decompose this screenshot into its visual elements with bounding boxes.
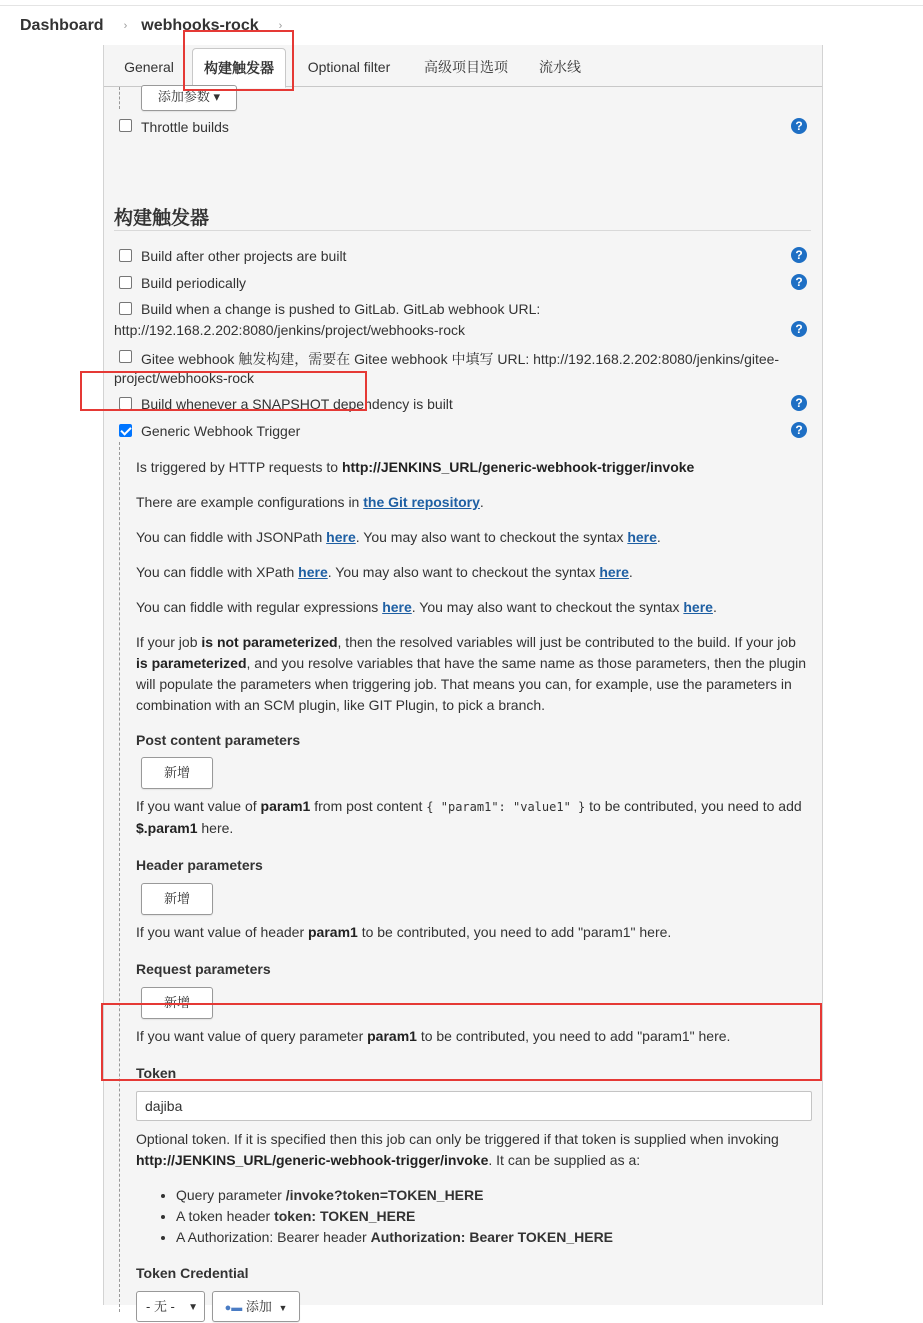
key-icon: ●▬ <box>224 1302 243 1314</box>
trigger-generic-webhook-checkbox[interactable] <box>119 424 132 437</box>
generic-desc-xpath: You can fiddle with XPath here. You may also want to checkout the syntax here. <box>136 564 633 580</box>
generic-desc-invoke: Is triggered by HTTP requests to http://JENKINS_URL/generic-webhook-trigger/invoke <box>136 459 695 475</box>
header-params-desc: If you want value of header param1 to be contributed, you need to add "param1" here. <box>136 924 672 940</box>
header-params-label: Header parameters <box>136 857 263 873</box>
trigger-label: Build when a change is pushed to GitLab. GitLab webhook URL: <box>141 301 541 317</box>
section-divider <box>114 230 811 231</box>
help-icon[interactable]: ? <box>791 321 807 337</box>
jsonpath-syntax-link[interactable]: here <box>627 529 657 545</box>
regex-syntax-link[interactable]: here <box>683 599 713 615</box>
token-options-list <box>136 1185 613 1248</box>
tab-optional-filter[interactable]: Optional filter <box>307 59 391 75</box>
list-item: • A Authorization: Bearer header Authorization: Bearer TOKEN_HERE <box>176 1227 613 1248</box>
trigger-label-url: http://192.168.2.202:8080/jenkins/project/webhooks-rock <box>114 322 466 338</box>
token-credential-label: Token Credential <box>136 1265 249 1281</box>
token-credential-select[interactable] <box>136 1291 205 1322</box>
trigger-label: Gitee webhook 触发构建，需要在 Gitee webhook 中填写 URL: http://192.168.2.202:8080/jenkins/gitee- <box>141 351 780 367</box>
list-item: • Query parameter /invoke?token=TOKEN_HERE <box>176 1185 613 1206</box>
config-panel <box>103 45 823 1314</box>
token-input[interactable] <box>136 1091 812 1121</box>
generic-desc-jsonpath: You can fiddle with JSONPath here. You may also want to checkout the syntax here. <box>136 529 661 545</box>
post-content-label: Post content parameters <box>136 732 301 748</box>
trigger-label: Build periodically <box>141 275 247 291</box>
request-params-label: Request parameters <box>136 961 271 977</box>
chevron-down-icon: ▼ <box>278 1303 288 1313</box>
tab-general[interactable]: General <box>124 59 174 75</box>
git-repository-link[interactable]: the Git repository <box>363 494 480 510</box>
throttle-builds-label: Throttle builds <box>141 119 229 135</box>
help-icon[interactable]: ? <box>791 422 807 438</box>
trigger-label: Generic Webhook Trigger <box>141 423 301 439</box>
help-icon[interactable]: ? <box>791 395 807 411</box>
section-title: 构建触发器 <box>114 208 210 229</box>
token-credential-add-button[interactable] <box>212 1291 300 1322</box>
tab-pipeline[interactable]: 流水线 <box>539 59 581 75</box>
generic-desc-parameterized: If your job is not parameterized, then the resolved variables will just be contributed to the build. If your job is parameterized, and you resolve variables that have the same name as those parameters, then the plugin will populate the parameters when triggering job. That means you can, for example, use the parameters in combination with an SCM plugin, like GIT Plugin, to pick a branch. <box>136 634 807 713</box>
breadcrumb <box>0 5 923 45</box>
trigger-periodically-checkbox[interactable] <box>119 276 132 289</box>
tab-bar <box>104 45 822 87</box>
tab-advanced-options[interactable]: 高级项目选项 <box>424 59 508 75</box>
token-label: Token <box>136 1065 177 1081</box>
chevron-down-icon: ▼ <box>188 1302 198 1313</box>
trigger-gitee-checkbox[interactable] <box>119 350 132 363</box>
regex-fiddle-link[interactable]: here <box>382 599 412 615</box>
jsonpath-fiddle-link[interactable]: here <box>326 529 356 545</box>
trigger-label-url: project/webhooks-rock <box>114 370 255 386</box>
trigger-gitlab-checkbox[interactable] <box>119 302 132 315</box>
generic-desc-regex: You can fiddle with regular expressions here. You may also want to checkout the syntax here. <box>136 599 717 615</box>
trigger-label: Build after other projects are built <box>141 248 347 264</box>
header-params-add-button[interactable]: 新增 <box>141 883 213 915</box>
nested-block-border <box>119 442 120 1312</box>
trigger-label: Build whenever a SNAPSHOT dependency is built <box>141 396 453 412</box>
throttle-builds-checkbox[interactable] <box>119 119 132 132</box>
xpath-syntax-link[interactable]: here <box>599 564 629 580</box>
help-icon[interactable]: ? <box>791 247 807 263</box>
trigger-snapshot-checkbox[interactable] <box>119 397 132 410</box>
request-params-add-button[interactable]: 新增 <box>141 987 213 1019</box>
tab-build-triggers[interactable]: 构建触发器 <box>192 48 286 88</box>
add-credential-label: 添加 <box>245 1299 272 1314</box>
token-credential-selected: - 无 - <box>146 1299 175 1314</box>
xpath-fiddle-link[interactable]: here <box>298 564 328 580</box>
breadcrumb-separator: › <box>123 19 128 32</box>
post-content-desc: If you want value of param1 from post content { "param1": "value1" } to be contributed, you need to add $.param1 here. <box>136 798 802 836</box>
token-desc: Optional token. If it is specified then this job can only be triggered if that token is supplied when invoking http://JENKINS_URL/generic-webhook-trigger/invoke. It can be supplied as a: <box>136 1131 779 1168</box>
generic-desc-examples: There are example configurations in the Git repository. <box>136 494 484 510</box>
trigger-after-other-projects-checkbox[interactable] <box>119 249 132 262</box>
breadcrumb-dashboard[interactable]: Dashboard <box>20 16 104 34</box>
post-content-add-button[interactable]: 新增 <box>141 757 213 789</box>
request-params-desc: If you want value of query parameter param1 to be contributed, you need to add "param1" here. <box>136 1028 731 1044</box>
tab-content <box>104 87 822 1314</box>
add-parameter-button[interactable]: 添加参数 ▾ <box>141 85 237 111</box>
list-item: • A token header token: TOKEN_HERE <box>176 1206 613 1227</box>
help-icon[interactable]: ? <box>791 118 807 134</box>
param-group-border <box>119 87 120 109</box>
breadcrumb-job[interactable]: webhooks-rock <box>141 16 259 34</box>
help-icon[interactable]: ? <box>791 274 807 290</box>
breadcrumb-separator: › <box>278 19 283 32</box>
